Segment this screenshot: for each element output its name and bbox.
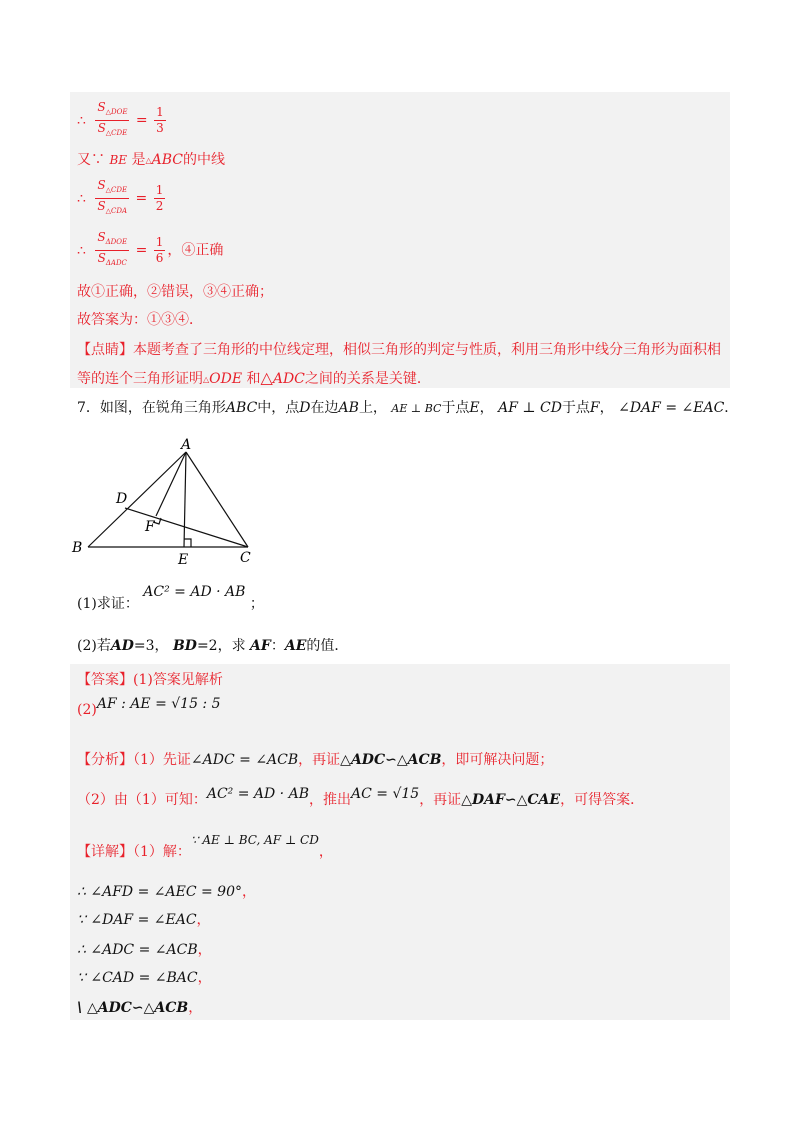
question-7-statement: 7．如图，在锐角三角形ABC中，点D在边AB上， AE ⊥ BC于点E， AF ⊥ CD于点F， ∠DAF = ∠EAC． (77, 400, 739, 416)
proof-step-2: ∵ ∠DAF = ∠EAC， (77, 912, 211, 928)
label-d: D (116, 491, 128, 507)
segment-ae (184, 452, 186, 547)
question-7-part-1: (1)求证： AC² = AD · AB ； (77, 584, 264, 612)
proof-step-3: ∴ ∠ADC = ∠ACB， (77, 942, 212, 958)
label-e: E (178, 552, 189, 568)
right-angle-mark-e (184, 539, 191, 547)
step-area-ratio-cde-cda: ∴ $\frac{S_{\triangle CDE}}{S_{\triangle CDA}}$ = $\frac{1}{2}$ (77, 178, 164, 215)
proof-step-5: \ △ADC∽△ACB， (77, 1000, 203, 1016)
proof-step-4: ∵ ∠CAD = ∠BAC， (77, 970, 212, 986)
analysis-line-1: 【分析】（1）先证∠ADC = ∠ACB，再证△ADC∽△ACB，即可解决问题； (77, 752, 554, 768)
step-conclusion: 故①正确，②错误，③④正确； (77, 284, 273, 300)
answer-line-1: 【答案】(1)答案见解析 (77, 672, 223, 688)
segment-af (156, 452, 186, 516)
label-b: B (72, 540, 83, 556)
step-area-ratio-dde-cde: ∴ $\frac{S_{\triangle DOE}}{S_{\triangle CDE}}$ = $\frac{1}{3}$ (77, 100, 168, 141)
label-c: C (240, 550, 251, 566)
analysis-line-2: （2）由（1）可知：AC² = AD · AB，推出AC = √15，再证△DAF∽△CAE，可得答案． (77, 786, 645, 808)
triangle-figure (68, 436, 268, 576)
segment-ac (186, 452, 248, 547)
label-f: F (145, 519, 155, 535)
step-be-median: 又∵ BE 是△ABC的中线 (77, 152, 226, 168)
fraction-lhs: $\frac{S_{\triangle DOE}}{S_{\triangle CDE}}$ (97, 100, 128, 137)
detail-line: 【详解】（1）解：∵ AE ⊥ BC, AF ⊥ CD， (77, 833, 333, 860)
segment-dc (125, 508, 248, 547)
segment-ab (88, 452, 186, 547)
fraction-rhs: $\frac{1}{3}$ (156, 105, 164, 135)
question-7-part-2: (2)若AD=3， BD=2，求 AF：AE的值． (77, 638, 349, 654)
final-answer: 故答案为：①③④． (77, 312, 203, 328)
comment-line-2: 等的连个三角形证明△ODE 和△ADC之间的关系是关键． (77, 368, 431, 387)
answer-line-2: (2)AF : AE = √15 : 5 (77, 696, 221, 718)
proof-step-1: ∴ ∠AFD = ∠AEC = 90°， (77, 884, 256, 900)
label-a: A (181, 437, 192, 453)
step-area-ratio-doe-adc: ∴ $\frac{S_{\Delta DOE}}{S_{\Delta ADC}}$ = $\frac{1}{6}$ ，④正确 (77, 230, 224, 267)
comment-line-1: 【点睛】本题考查了三角形的中位线定理，相似三角形的判定与性质，利用三角形中线分三角形为面积相 (77, 342, 721, 358)
